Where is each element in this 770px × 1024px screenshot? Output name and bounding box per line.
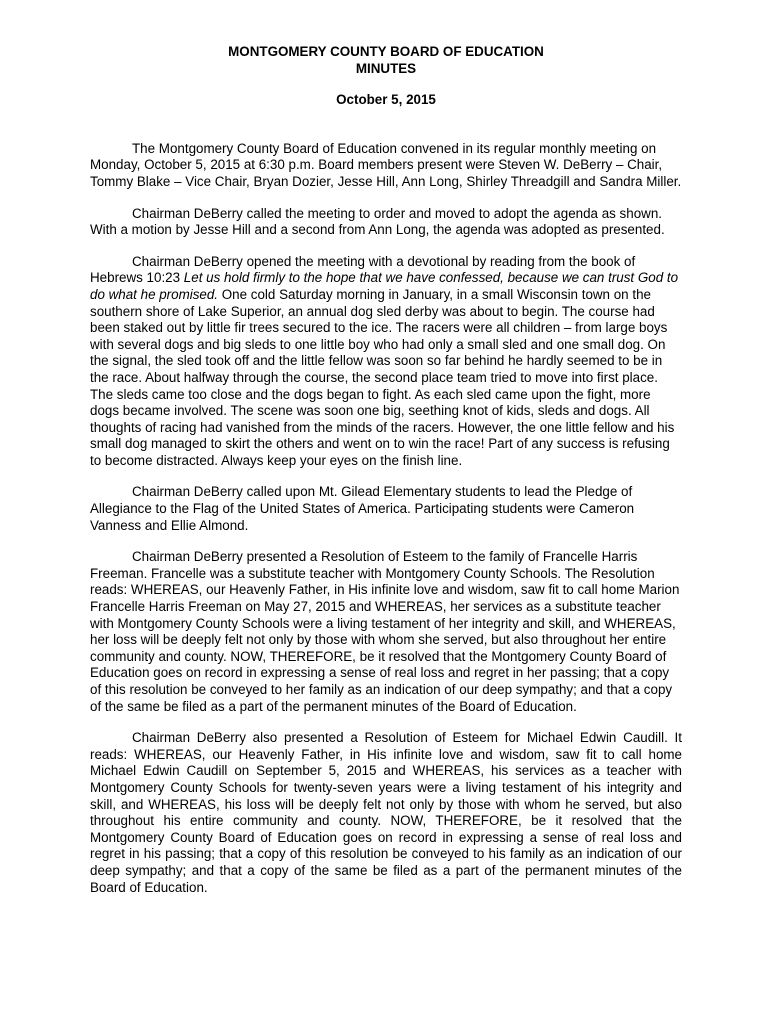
document-subtitle: MINUTES xyxy=(355,60,417,76)
paragraph-pledge: Chairman DeBerry called upon Mt. Gilead Elementary students to lead the Pledge of Allegiance to the Flag of the United States of America. Participating students were Cameron Vanness and Ellie Almond. xyxy=(90,484,635,533)
meeting-date: October 5, 2015 xyxy=(336,92,436,108)
paragraph-agenda: Chairman DeBerry called the meeting to order and moved to adopt the agenda as shown. With a motion by Jesse Hill and a second from Ann Long, the agenda was adopted as presented. xyxy=(90,205,665,238)
document-page xyxy=(90,44,682,896)
devotional-intro: Chairman DeBerry opened the meeting with a devotional by reading from the book of Hebrews 10:23 xyxy=(90,253,636,286)
paragraph-resolution-freeman: Chairman DeBerry presented a Resolution of Esteem to the family of Francelle Harris Freeman. Francelle was a substitute teacher with Montgomery County Schools. The Resolution reads: WHEREAS, our Heavenly Father, in His infinite love and wisdom, saw fit to call home Marion Francelle Harris Freeman on May 27, 2015 and WHEREAS, her services as a substitute teacher with Montgomery County Schools were a living testament of her integrity and skill, and WHEREAS, her loss will be deeply felt not only by those with whom she served, but also throughout her entire community and county. NOW, THEREFORE, be it resolved that the Montgomery County Board of Education goes on record in expressing a sense of real loss and regret in her passing; that a copy of this resolution be conveyed to her family as an indication of our deep sympathy; and that a copy of the same be filed as a part of the permanent minutes of the Board of Education. xyxy=(90,549,680,714)
devotional-story: One cold Saturday morning in January, in a small Wisconsin town on the southern shore of Lake Superior, an annual dog sled derby was about to begin. The course had been staked out by little fir trees secured to the ice. The racers were all children – from large boys with several dogs and big sleds to one little boy who had only a small sled and one small dog. On the signal, the sled took off and the little fellow was soon so far behind he hardly seemed to be in the race. About halfway through the course, the second place team tried to move into first place. The sleds came too close and the dogs began to fight. As each sled came upon the fight, more dogs became involved. The scene was soon one big, seething knot of kids, sleds and dogs. All thoughts of racing had vanished from the minds of the racers. However, the one little fellow and his small dog managed to skirt the others and went on to win the race! Part of any success is refusing to become distracted. Always keep your eyes on the finish line. xyxy=(90,286,675,468)
scripture-quote: Let us hold firmly to the hope that we have confessed, because we can trust God to do what he promised. xyxy=(90,270,679,302)
paragraph-attendance: The Montgomery County Board of Education convened in its regular monthly meeting on Monday, October 5, 2015 at 6:30 p.m. Board members present were Steven W. DeBerry – Chair, Tommy Blake – Vice Chair, Bryan Dozier, Jesse Hill, Ann Long, Shirley Threadgill and Sandra Miller. xyxy=(90,140,682,189)
paragraph-resolution-caudill: Chairman DeBerry also presented a Resolution of Esteem for Michael Edwin Caudill. It reads: WHEREAS, our Heavenly Father, in His infinite love and wisdom, saw fit to call home Michael Edwin Caudill on September 5, 2015 and WHEREAS, his services as a teacher with Montgomery County Schools for twenty-seven years were a living testament of his integrity and skill, and WHEREAS, his loss will be deeply felt not only by those with whom he served, but also throughout his entire community and county. NOW, THEREFORE, be it resolved that the Montgomery County Board of Education goes on record in expressing a sense of real loss and regret in his passing; that a copy of this resolution be conveyed to his family as an indication of our deep sympathy; and that a copy of the same be filed as a part of the permanent minutes of the Board of Education. xyxy=(90,730,682,895)
document-title: MONTGOMERY COUNTY BOARD OF EDUCATION xyxy=(228,44,544,59)
paragraph-devotional xyxy=(90,254,682,470)
